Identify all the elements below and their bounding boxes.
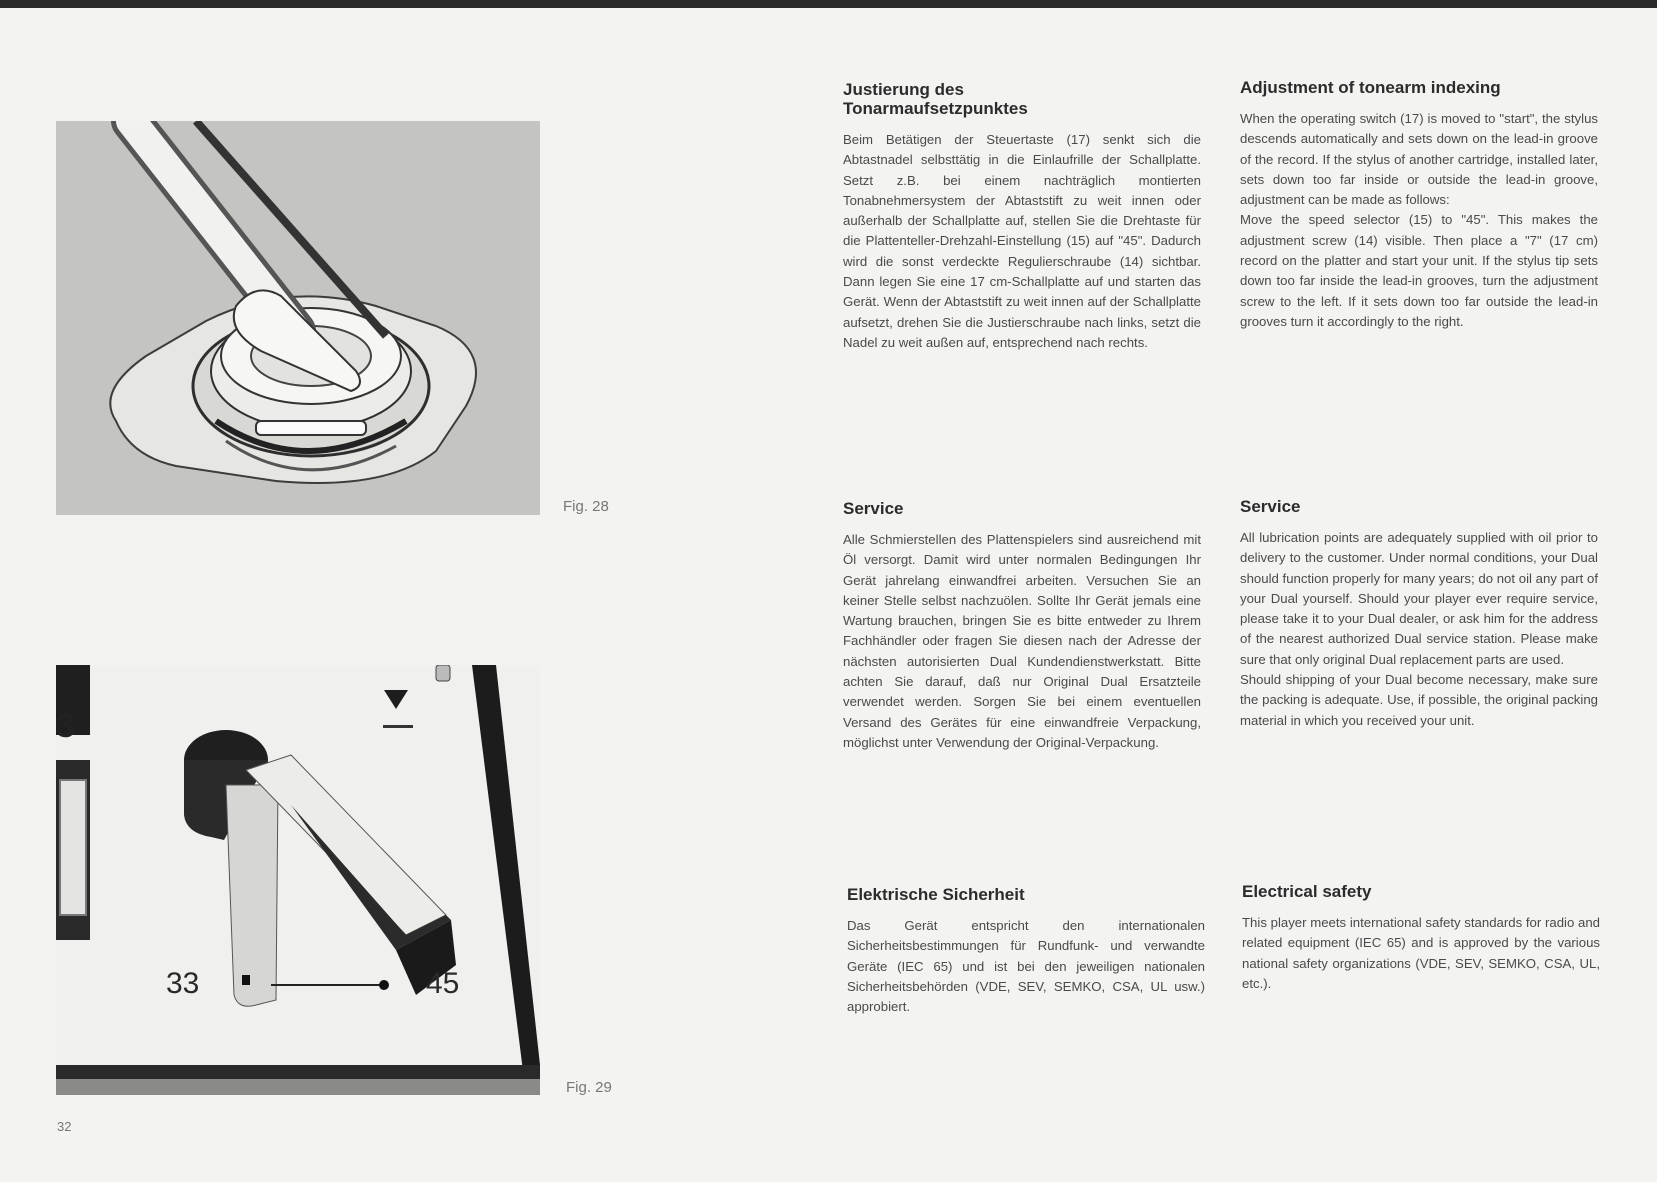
de-service-title: Service bbox=[843, 499, 904, 518]
speed-selector-drawing bbox=[56, 665, 540, 1095]
de-electrical-safety-title: Elektrische Sicherheit bbox=[847, 885, 1025, 904]
de-electrical-safety-body: Das Gerät entspricht den internationalen Sicherheitsbestimmungen für Rundfunk- und verwandte Geräte (IEC 65) und ist bei den jeweiligen nationalen Sicherheitsbehörden (VDE, SEV, SEMKO, CSA, UL usw.) approbiert. bbox=[847, 918, 1205, 1015]
en-service-section bbox=[1240, 497, 1598, 731]
figure-28-illustration bbox=[56, 121, 540, 515]
en-electrical-safety-section bbox=[1242, 882, 1600, 994]
figure-28-caption: Fig. 28 bbox=[563, 498, 609, 515]
speed-label-33: 33 bbox=[166, 967, 200, 1000]
de-service-body: Alle Schmierstellen des Plattenspielers sind ausreichend mit Öl versorgt. Damit wird unter normalen Bedingungen Ihr Gerät jahrelang einwandfrei arbeiten. Versuchen Sie an keiner Stelle selbst nachzuölen. Sollte Ihr Gerät jemals eine Wartung brauchen, bringen Sie es bitte entweder zu Ihrem Fachhändler oder fragen Sie diesen nach der Adresse der nächsten autorisierten Dual Kundendienstwerkstatt. Bitte achten Sie darauf, daß nur Original Dual Ersatzteile verwendet werden. Sorgen Sie bei einem eventuellen Versand des Gerätes für eine einwandfreie Verpackung, möglichst unter Verwendung der Original-Verpackung. bbox=[843, 532, 1201, 750]
speed-label-45: 45 bbox=[426, 967, 460, 1000]
page-number: 32 bbox=[57, 1119, 72, 1134]
de-tonearm-adjustment-body: Beim Betätigen der Steuertaste (17) senkt sich die Abtastnadel selbsttätig in die Einlaufrille der Schallplatte. Setzt z.B. bei einem nachträglich montierten Tonabnehmersystem der Abtaststift zu weit innen oder außerhalb der Schallplatte auf, stellen Sie die Drehtaste für die Plattenteller-Drehzahl-Einstellung (15) auf "45". Dadurch wird die sonst verdeckte Regulierschraube (14) sichtbar. Dann legen Sie eine 17 cm-Schallplatte auf und starten das Gerät. Wenn der Abtaststift zu weit innen auf der Schallplatte aufsetzt, drehen Sie die Justierschraube nach links, setzt die Nadel zu weit außen auf, entsprechend nach rechts. bbox=[843, 132, 1201, 350]
en-tonearm-adjustment-title: Adjustment of tonearm indexing bbox=[1240, 78, 1501, 97]
en-electrical-safety-body: This player meets international safety standards for radio and related equipment (IEC 65) and is approved by the various national safety organizations (VDE, SEV, SEMKO, CSA, UL, etc.). bbox=[1242, 915, 1600, 991]
tonearm-adjustment-drawing bbox=[56, 121, 540, 515]
de-electrical-safety-section bbox=[847, 885, 1205, 1017]
figure-29-illustration bbox=[56, 665, 540, 1095]
page-top-edge bbox=[0, 0, 1657, 8]
en-tonearm-adjustment-body: When the operating switch (17) is moved to "start", the stylus descends automatically and sets down on the lead-in groove of the record. If the stylus of another cartridge, installed later, sets down too far inside or outside the lead-in groove, adjustment can be made as follows: Move the speed selector (15) to "45". This makes the adjustment screw (14) visible. Then place a "7" (17 cm) record on the platter and start your unit. If the stylus tip sets down too far inside the lead-in grooves, turn the adjustment screw to the left. If it sets down too far outside the lead-in grooves turn it accordingly to the right. bbox=[1240, 111, 1598, 329]
en-service-title: Service bbox=[1240, 497, 1301, 516]
en-service-body: All lubrication points are adequately supplied with oil prior to delivery to the customer. Under normal conditions, your Dual should function properly for many years; do not oil any part of your Dual yourself. Should your player ever require service, please take it to your Dual dealer, or ask him for the address of the nearest authorized Dual service station. Please make sure that only original Dual replacement parts are used. Should shipping of your Dual become necessary, make sure the packing is adequate. Use, if possible, the original packing material in which you received your unit. bbox=[1240, 530, 1598, 728]
figure-29-caption: Fig. 29 bbox=[566, 1079, 612, 1096]
en-electrical-safety-title: Electrical safety bbox=[1242, 882, 1372, 901]
edge-digit-label: 3 bbox=[56, 707, 75, 745]
de-tonearm-adjustment-section bbox=[843, 80, 1201, 353]
en-tonearm-adjustment-section bbox=[1240, 78, 1598, 332]
de-tonearm-adjustment-title: Justierung des Tonarmaufsetzpunktes bbox=[843, 80, 1028, 118]
de-service-section bbox=[843, 499, 1201, 753]
